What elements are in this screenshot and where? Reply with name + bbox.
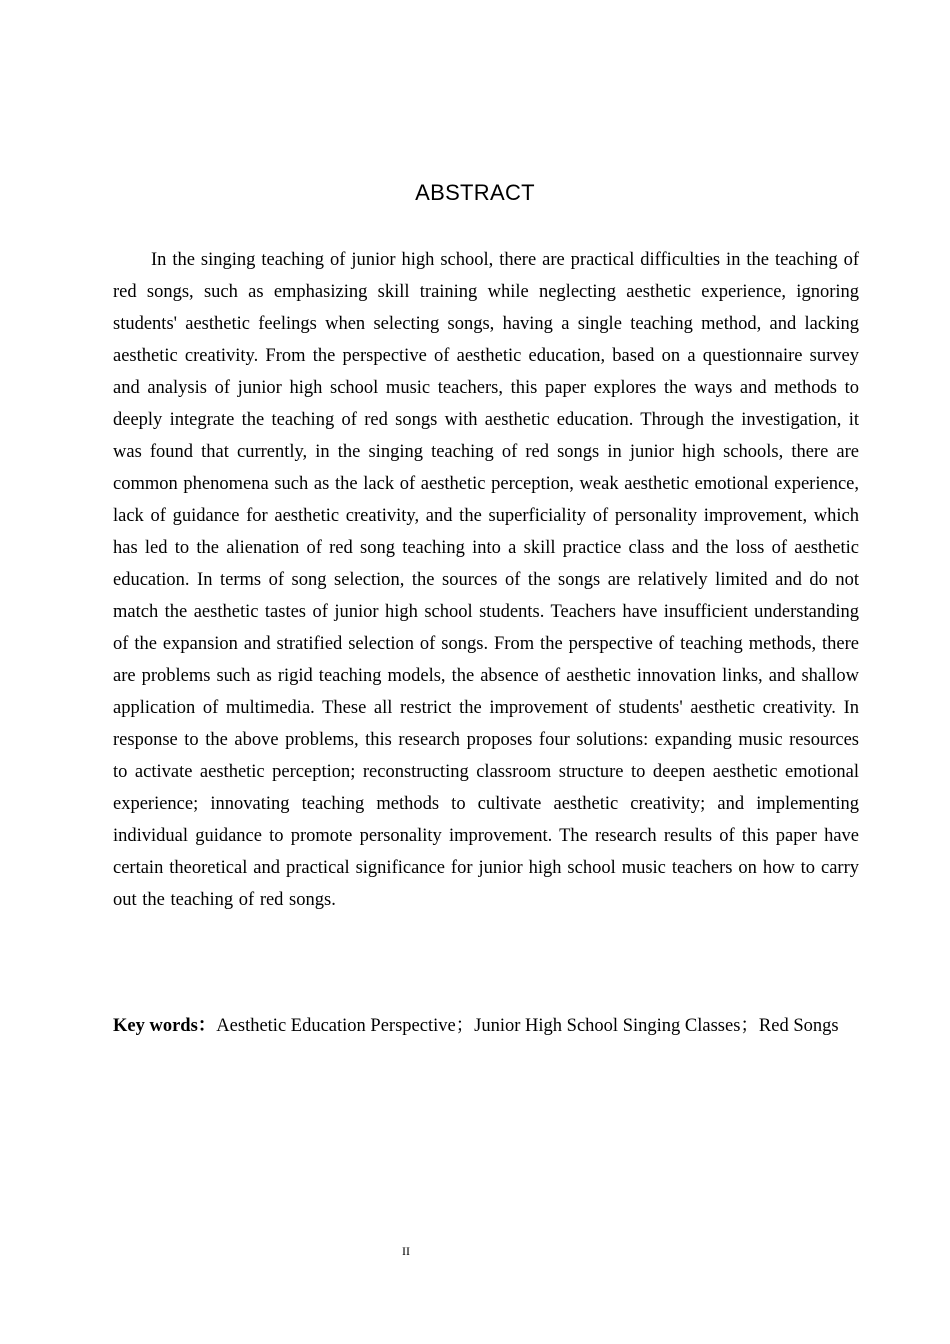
abstract-title: ABSTRACT <box>415 180 535 205</box>
keywords-line <box>113 1010 859 1042</box>
page-number: II <box>402 1244 410 1258</box>
keywords-text: Aesthetic Education Perspective；Junior High School Singing Classes；Red Songs <box>216 1016 839 1036</box>
keywords-label: Key words： <box>113 1016 217 1036</box>
abstract-paragraph: In the singing teaching of junior high school, there are practical difficulties in the teaching of red songs, such as emphasizing skill training while neglecting aesthetic experience, ignoring students' aesthetic feelings when selecting songs, having a single teaching method, and lacking aesthetic creativity. From the perspective of aesthetic education, based on a questionnaire survey and analysis of junior high school music teachers, this paper explores the ways and methods to deeply integrate the teaching of red songs with aesthetic education. Through the investigation, it was found that currently, in the singing teaching of red songs in junior high schools, there are common phenomena such as the lack of aesthetic perception, weak aesthetic emotional experience, lack of guidance for aesthetic creativity, and the superficiality of personality improvement, which has led to the alienation of red song teaching into a skill practice class and the loss of aesthetic education. In terms of song selection, the sources of the songs are relatively limited and do not match the aesthetic tastes of junior high school students. Teachers have insufficient understanding of the expansion and stratified selection of songs. From the perspective of teaching methods, there are problems such as rigid teaching models, the absence of aesthetic innovation links, and shallow application of multimedia. These all restrict the improvement of students' aesthetic creativity. In response to the above problems, this research proposes four solutions: expanding music resources to activate aesthetic perception; reconstructing classroom structure to deepen aesthetic emotional experience; innovating teaching methods to cultivate aesthetic creativity; and implementing individual guidance to promote personality improvement. The research results of this paper have certain theoretical and practical significance for junior high school music teachers on how to carry out the teaching of red songs. <box>113 250 859 910</box>
